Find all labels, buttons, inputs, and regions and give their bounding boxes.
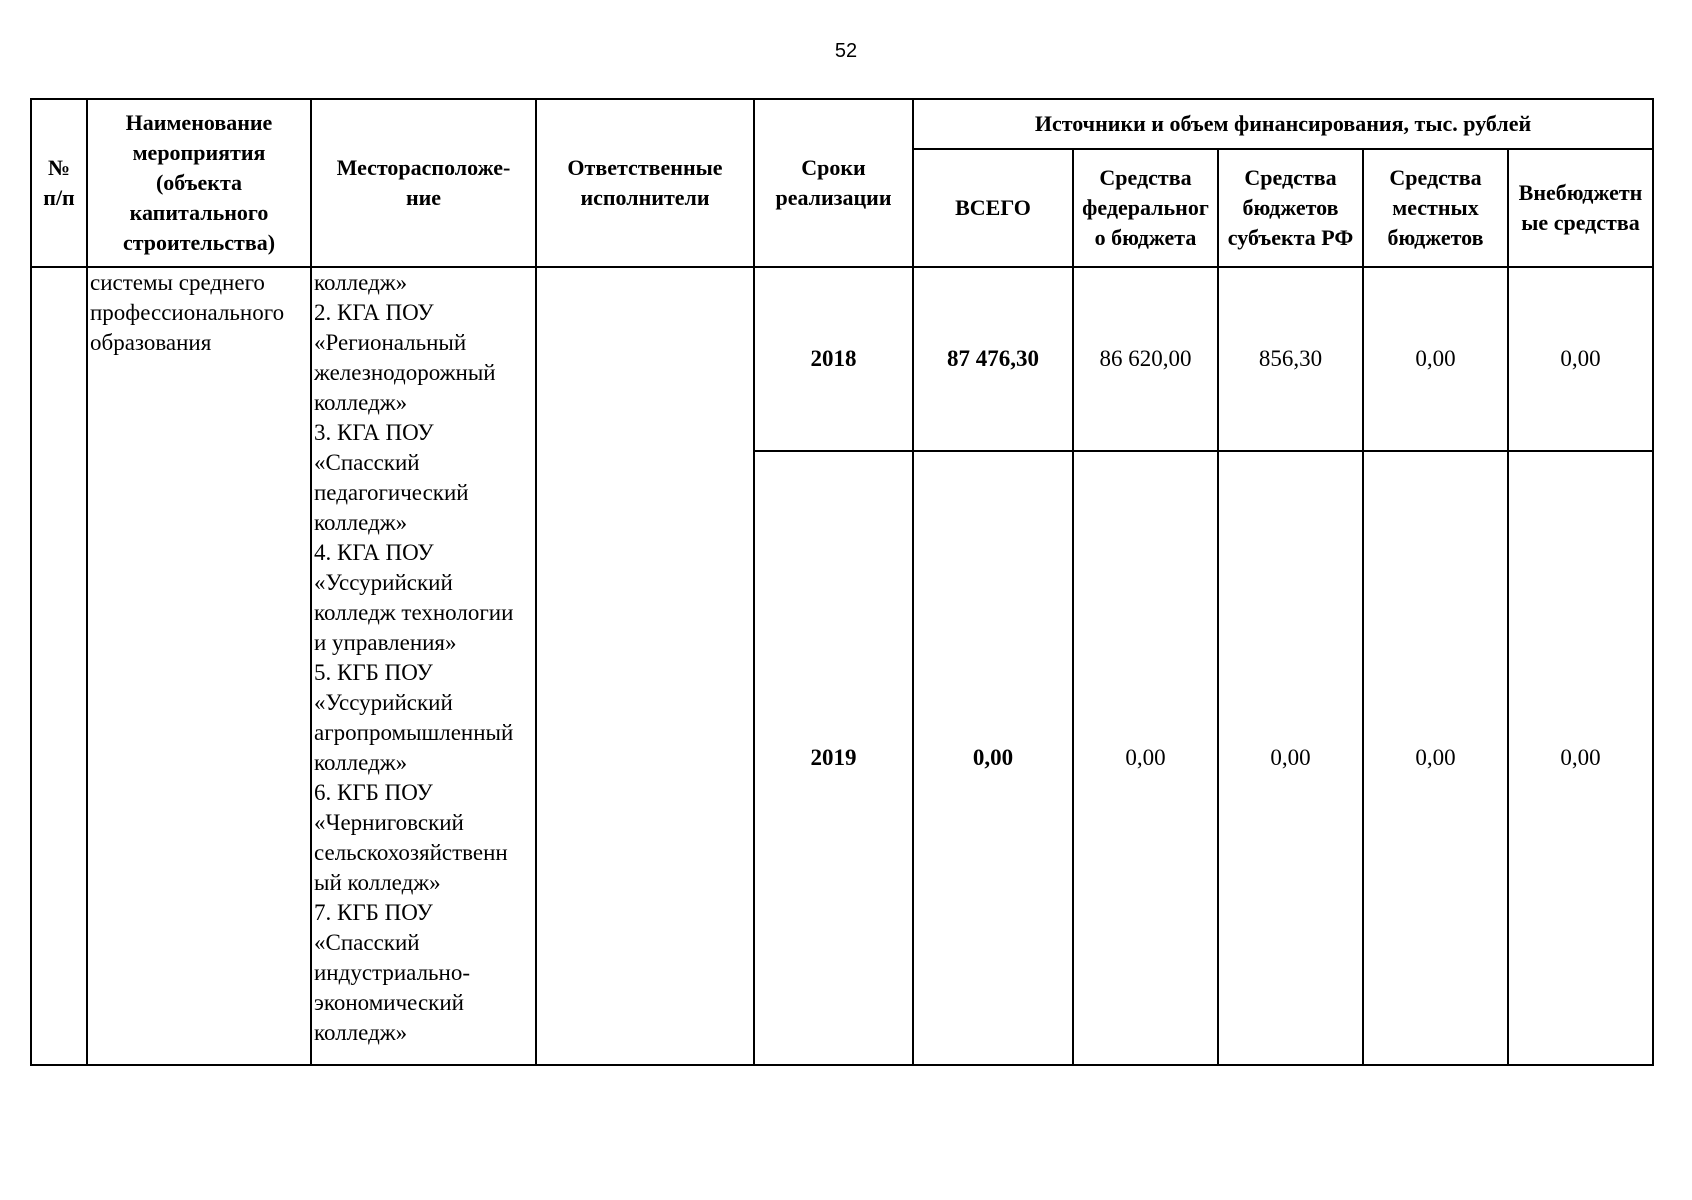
header-federal: Средства федеральног о бюджета (1073, 149, 1218, 267)
location-line: колледж» (314, 510, 408, 535)
location-line: экономический (314, 990, 464, 1015)
funding-table (30, 98, 1654, 1066)
location-line: колледж технологии (314, 600, 514, 625)
location-line: 2. КГА ПОУ (314, 300, 434, 325)
location-line: железнодорожный (314, 360, 496, 385)
location-line: 3. КГА ПОУ (314, 420, 434, 445)
location-line: колледж» (314, 270, 408, 295)
location-lines (314, 268, 535, 1048)
location-line: «Черниговский (314, 810, 464, 835)
location-line: индустриально- (314, 960, 471, 985)
header-terms: Сроки реализации (754, 99, 913, 267)
year-cell: 2019 (754, 451, 913, 1065)
location-line: и управления» (314, 630, 457, 655)
location-line: «Региональный (314, 330, 467, 355)
federal-cell: 86 620,00 (1073, 267, 1218, 451)
location-line: агропромышленный (314, 720, 514, 745)
location-line: педагогический (314, 480, 469, 505)
extra-cell: 0,00 (1508, 267, 1653, 451)
page-number: 52 (834, 40, 858, 62)
responsible-cell (536, 267, 754, 1065)
subject-cell: 856,30 (1218, 267, 1363, 451)
header-name: Наименование мероприятия (объекта капитального строительства) (87, 99, 311, 267)
federal-cell: 0,00 (1073, 451, 1218, 1065)
location-cell (311, 267, 536, 1065)
location-line: ый колледж» (314, 870, 441, 895)
header-row-1 (31, 99, 1653, 149)
location-line: «Уссурийский (314, 690, 453, 715)
header-location: Месторасположе- ние (311, 99, 536, 267)
extra-cell: 0,00 (1508, 451, 1653, 1065)
row-number-cell (31, 267, 87, 1065)
location-line: 6. КГБ ПОУ (314, 780, 433, 805)
year-cell: 2018 (754, 267, 913, 451)
location-line: 5. КГБ ПОУ (314, 660, 433, 685)
location-line: колледж» (314, 390, 408, 415)
header-funding-group: Источники и объем финансирования, тыс. рублей (913, 99, 1653, 149)
location-line: 4. КГА ПОУ (314, 540, 434, 565)
header-responsible: Ответственные исполнители (536, 99, 754, 267)
event-name-lines: системы среднего профессионального образования (90, 270, 285, 355)
header-local: Средства местных бюджетов (1363, 149, 1508, 267)
location-line: «Уссурийский (314, 570, 453, 595)
header-extra: Внебюджетн ые средства (1508, 149, 1653, 267)
header-total: ВСЕГО (913, 149, 1073, 267)
event-name-cell (87, 267, 311, 1065)
location-line: 7. КГБ ПОУ (314, 900, 433, 925)
total-cell: 0,00 (913, 451, 1073, 1065)
location-line: колледж» (314, 1020, 408, 1045)
location-line: колледж» (314, 750, 408, 775)
location-line: сельскохозяйственн (314, 840, 508, 865)
header-subject: Средства бюджетов субъекта РФ (1218, 149, 1363, 267)
header-num: № п/п (31, 99, 87, 267)
total-cell: 87 476,30 (913, 267, 1073, 451)
location-line: «Спасский (314, 450, 420, 475)
location-line: «Спасский (314, 930, 420, 955)
local-cell: 0,00 (1363, 451, 1508, 1065)
subject-cell: 0,00 (1218, 451, 1363, 1065)
local-cell: 0,00 (1363, 267, 1508, 451)
table-row (31, 267, 1653, 451)
